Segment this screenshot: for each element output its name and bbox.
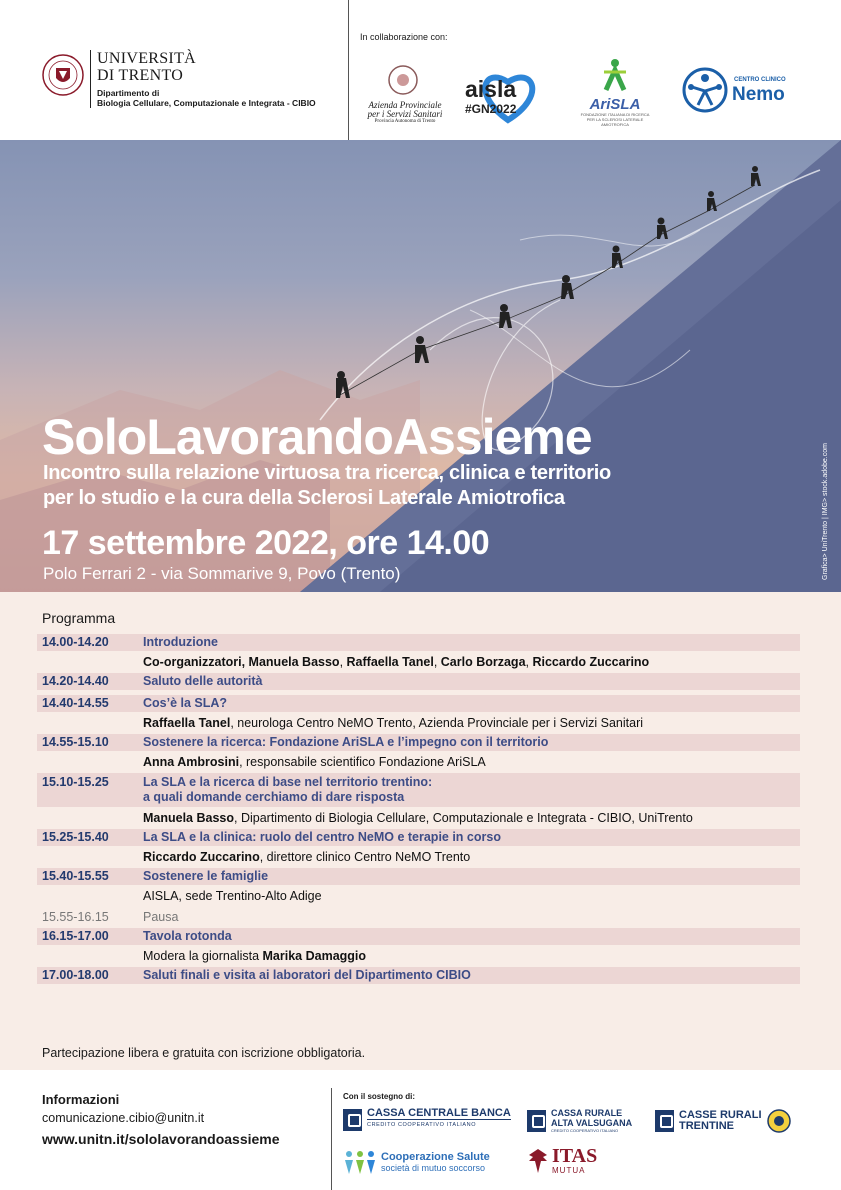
aisla-logo [463,64,553,124]
arisla-figure-icon [600,58,630,92]
program-row [37,846,800,868]
program-row [37,885,800,907]
collaboration-label: In collaborazione con: [360,32,448,42]
sponsor-itas-mutua [527,1146,597,1175]
session-title: La SLA e la ricerca di base nel territorio trentino: a quali domande cerchiamo di dare risposta [143,775,433,804]
ccb-logo-icon [343,1109,362,1131]
session-time: 14.00-14.20 [42,635,109,649]
session-title: Tavola rotonda [143,929,232,943]
sponsor-cassa-centrale-banca [343,1108,511,1131]
hero-banner [0,140,841,592]
university-name: UNIVERSITÀ [97,50,196,67]
program-section [0,592,841,1070]
header-divider [348,0,349,140]
department-name: Biologia Cellulare, Computazionale e Integrata - CIBIO [97,98,316,108]
sponsor-cooperazione-salute [343,1148,490,1176]
apss-line2: per i Servizi Sanitari [367,109,443,119]
apss-line3: Provincia Autonoma di Trento [374,119,436,124]
event-title: SoloLavorandoAssieme [42,409,592,465]
footer-divider [331,1088,332,1190]
nemo-name: Nemo [732,84,785,105]
university-seal-icon [42,50,84,100]
event-subtitle-line2: per lo studio e la cura della Sclerosi Laterale Amiotrofica [43,487,565,509]
department-label: Dipartimento di [97,88,160,98]
sponsor-line: ALTA VALSUGANA [551,1118,633,1128]
program-row [37,868,800,885]
session-title: Introduzione [143,635,218,649]
sponsor-line: CASSE RURALI [679,1109,762,1121]
program-row [37,634,800,651]
info-heading: Informazioni [42,1092,120,1107]
program-table [37,634,800,984]
event-subtitle [43,461,743,511]
sponsor-line: CASSA CENTRALE BANCA [367,1107,511,1119]
session-title: Sostenere le famiglie [143,869,269,883]
session-title: Pausa [143,910,179,924]
image-credit: Grafica> UniTrento | IMG> stock.adobe.com [822,443,829,580]
session-speaker: Manuela Basso, Dipartimento di Biologia Cellulare, Computazionale e Integrata - CIBIO, UniTrento [143,811,693,825]
contact-email-link[interactable]: comunicazione.cibio@unitn.it [42,1111,205,1125]
people-icon [343,1148,377,1176]
apss-emblem-icon [386,64,420,96]
session-time: 14.55-15.10 [42,735,109,749]
program-heading: Programma [42,610,116,626]
session-time: 17.00-18.00 [42,968,109,982]
apss-logo [360,64,450,125]
participation-note: Partecipazione libera e gratuita con iscrizione obbligatoria. [42,1046,366,1060]
program-row [37,807,800,829]
program-row [37,673,800,690]
session-title: La SLA e la clinica: ruolo del centro NeMO e terapie in corso [143,830,501,844]
program-row [37,751,800,773]
program-row [37,712,800,734]
session-moderator: Modera la giornalista Marika Damaggio [143,949,367,963]
session-speaker: AISLA, sede Trentino-Alto Adige [143,889,322,903]
session-time: 15.10-15.25 [42,775,109,789]
program-row [37,829,800,846]
sponsor-line: CASSA RURALE [551,1108,623,1118]
program-row [37,907,800,928]
crav-logo-icon [527,1110,546,1132]
session-speaker: Anna Ambrosini, responsabile scientifico Fondazione AriSLA [143,755,486,769]
arisla-name: AriSLA [589,96,641,113]
program-row [37,928,800,945]
unitn-logo [42,50,316,108]
sponsor-line: TRENTINE [679,1120,734,1132]
crt-logo-icon [655,1110,674,1132]
itas-eagle-icon [527,1147,549,1175]
event-subtitle-line1: Incontro sulla relazione virtuosa tra ricerca, clinica e territorio [43,462,611,484]
nemo-top: CENTRO CLINICO [734,77,786,83]
program-row [37,967,800,984]
program-row [37,734,800,751]
session-time: 15.55-16.15 [42,910,109,924]
university-name-2: DI TRENTO [97,67,184,84]
sponsor-cassa-rurale-alta-valsugana [527,1108,632,1133]
sponsor-line: ITAS [552,1145,598,1167]
sponsor-line: Cooperazione Salute [381,1151,490,1163]
arisla-logo [575,58,655,127]
session-time: 15.25-15.40 [42,830,109,844]
event-date: 17 settembre 2022, ore 14.00 [42,524,490,562]
header [0,0,841,140]
session-title: Saluto delle autorità [143,674,263,688]
session-time: 14.40-14.55 [42,696,109,710]
website-link[interactable]: www.unitn.it/sololavorandoassieme [42,1131,280,1147]
program-row [37,695,800,712]
session-title: Saluti finali e visita ai laboratori del Dipartimento CIBIO [143,968,471,982]
session-title: Sostenere la ricerca: Fondazione AriSLA e l’impegno con il territorio [143,735,549,749]
event-place: Polo Ferrari 2 - via Sommarive 9, Povo (Trento) [43,564,401,583]
sponsor-line: CREDITO COOPERATIVO ITALIANO [551,1128,619,1133]
apss-line1: Azienda Provinciale [368,100,442,110]
session-time: 14.20-14.40 [42,674,109,688]
session-time: 16.15-17.00 [42,929,109,943]
nemo-figure-icon [682,67,728,113]
sponsor-casse-rurali-trentine [655,1108,792,1134]
program-row [37,945,800,967]
aisla-tag: #GN2022 [465,102,517,116]
session-speakers: Co-organizzatori, Manuela Basso, Raffaella Tanel, Carlo Borzaga, Riccardo Zuccarino [143,655,650,669]
sponsor-line: CREDITO COOPERATIVO ITALIANO [367,1119,511,1131]
sponsor-line: MUTUA [552,1166,586,1175]
nemo-logo [682,67,802,113]
program-row [37,773,800,807]
sponsor-heading: Con il sostegno di: [343,1092,415,1101]
session-title: Cos’è la SLA? [143,696,228,710]
session-time: 15.40-15.55 [42,869,109,883]
sponsor-line: società di mutuo soccorso [381,1163,486,1173]
session-speaker: Riccardo Zuccarino, direttore clinico Centro NeMO Trento [143,850,471,864]
crt-emblem-icon [766,1108,792,1134]
footer [0,1070,841,1190]
session-speaker: Raffaella Tanel, neurologa Centro NeMO Trento, Azienda Provinciale per i Servizi Sanitari [143,716,644,730]
arisla-line1: FONDAZIONE ITALIANA DI RICERCA [580,112,650,117]
arisla-line2: PER LA SCLEROSI LATERALE AMIOTROFICA [586,117,644,127]
aisla-name: aisla [465,76,517,102]
program-row [37,651,800,673]
